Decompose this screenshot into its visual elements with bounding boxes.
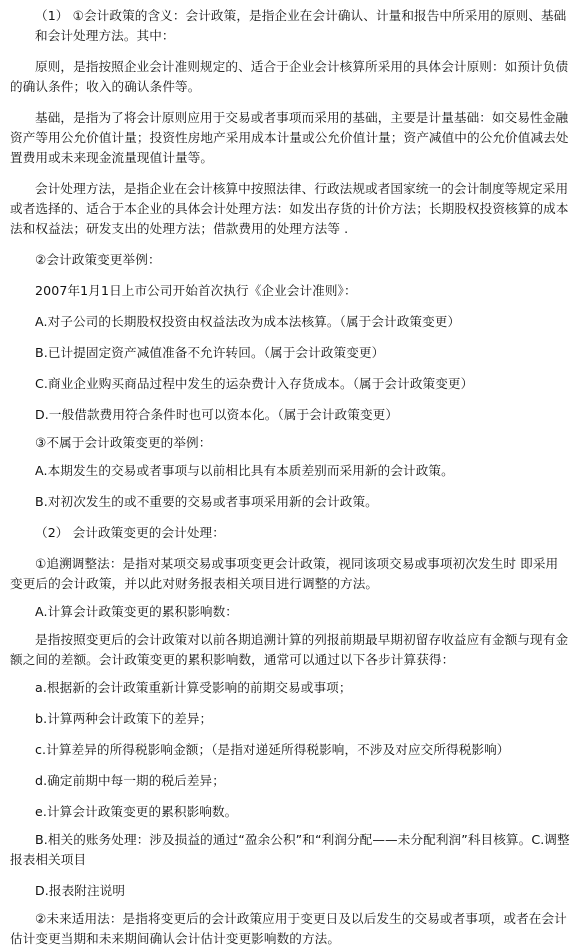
principle-paragraph: 原则，是指按照企业会计准则规定的、适合于企业会计核算所采用的具体会计原则：如预计负债的确认条件；收入的确认条件等。 (10, 59, 569, 94)
section-2-heading: （2） 会计政策变更的会计处理： (35, 525, 225, 540)
example-intro: 2007年1月1日上市公司开始首次执行《企业会计准则》： (35, 283, 357, 298)
retrospective-method: ①追溯调整法：是指对某项交易或事项变更会计政策，视同该项交易或事项初次发生时 即采用变更后的会计政策，并以此对财务报表相关项目进行调整的方法。 (10, 556, 559, 591)
example-c: C.商业企业购买商品过程中发生的运杂费计入存货成本。（属于会计政策变更） (35, 376, 474, 391)
cumulative-effect-heading: A.计算会计政策变更的累积影响数： (35, 604, 239, 619)
example-b: B.已计提固定资产减值准备不允许转回。（属于会计政策变更） (35, 345, 385, 360)
non-change-examples-heading: ③不属于会计政策变更的举例： (35, 435, 212, 450)
step-d: d.确定前期中每一期的税后差异； (35, 773, 225, 788)
notes-disclosure: D.报表附注说明 (35, 883, 126, 898)
non-change-b: B.对初次发生的或不重要的交易或者事项采用新的会计政策。 (35, 494, 378, 509)
prospective-method: ②未来适用法：是指将变更后的会计政策应用于变更日及以后发生的交易或者事项，或者在会计估计变更当期和未来期间确认会计估计变更影响数的方法。 (10, 911, 567, 946)
policy-change-examples-heading: ②会计政策变更举例： (35, 252, 161, 267)
example-a: A.对子公司的长期股权投资由权益法改为成本法核算。（属于会计政策变更） (35, 314, 461, 329)
step-c: c.计算差异的所得税影响金额；（是指对递延所得税影响，不涉及对应交所得税影响） (35, 742, 510, 757)
example-d: D.一般借款费用符合条件时也可以资本化。（属于会计政策变更） (35, 407, 399, 422)
step-e: e.计算会计政策变更的累积影响数。 (35, 804, 238, 819)
section-1-definition: （1） ①会计政策的含义：会计政策，是指企业在会计确认、计量和报告中所采用的原则、基础和会计处理方法。其中： (35, 8, 567, 43)
step-a: a.根据新的会计政策重新计算受影响的前期交易或事项； (35, 680, 352, 695)
non-change-a: A.本期发生的交易或者事项与以前相比具有本质差别而采用新的会计政策。 (35, 463, 454, 478)
method-paragraph: 会计处理方法，是指企业在会计核算中按照法律、行政法规或者国家统一的会计制度等规定采用或者选择的、适合于本企业的具体会计处理方法：如发出存货的计价方法；长期股权投资核算的成本法和权益法；研发支出的处理方法；借款费用的处理方法等 . (10, 181, 569, 236)
basis-paragraph: 基础，是指为了将会计原则应用于交易或者事项而采用的基础，主要是计量基础：如交易性金融资产等用公允价值计量；投资性房地产采用成本计量或公允价值计量；资产减值中的公允价值减去处置费用或未来现金流量现值计量等。 (10, 110, 569, 165)
cumulative-effect-definition: 是指按照变更后的会计政策对以前各期追溯计算的列报前期最早期初留存收益应有金额与现有金额之间的差额。会计政策变更的累积影响数，通常可以通过以下各步计算获得： (10, 632, 569, 667)
step-b: b.计算两种会计政策下的差异； (35, 711, 213, 726)
accounting-treatment: B.相关的账务处理：涉及损益的通过“盈余公积”和“利润分配——未分配利润”科目核算。C.调整报表相关项目 (10, 832, 570, 867)
